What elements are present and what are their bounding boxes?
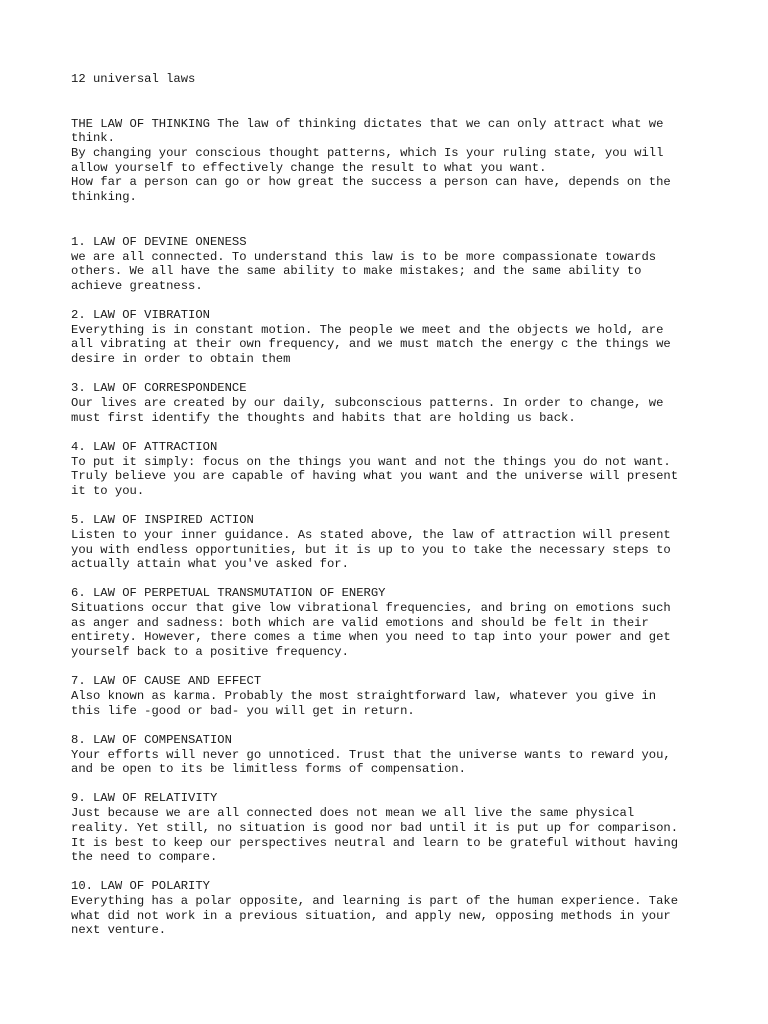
law-section [71, 674, 721, 718]
laws-list [71, 235, 721, 938]
law-body-line: Our lives are created by our daily, subconscious patterns. In order to change, we [71, 396, 664, 410]
law-body-line: entirety. However, there comes a time when you need to tap into your power and get [71, 630, 671, 645]
law-body-line: actually attain what you've asked for. [71, 557, 349, 572]
law-section [71, 586, 721, 659]
law-body-line: To put it simply: focus on the things you want and not the things you do not want. [71, 454, 671, 469]
law-section [71, 513, 721, 572]
law-body-line: Listen to your inner guidance. As stated above, the law of attraction will present [71, 527, 671, 542]
document-title: 12 universal laws [71, 72, 196, 86]
intro-line: By changing your conscious thought patterns, which Is your ruling state, you will [71, 146, 664, 161]
law-body-line: yourself back to a positive frequency. [71, 645, 349, 660]
document-page [71, 72, 721, 953]
law-heading: 8. LAW OF COMPENSATION [71, 732, 232, 747]
law-body-line: It is best to keep our perspectives neutral and learn to be grateful without having [71, 835, 679, 850]
intro-line: think. [71, 131, 115, 146]
law-body-line: next venture. [71, 923, 167, 938]
law-body-line: what did not work in a previous situation, and apply new, opposing methods in your [71, 908, 671, 923]
law-body-line: and be open to its be limitless forms of compensation. [71, 762, 466, 777]
law-body-line: others. We all have the same ability to make mistakes; and the same ability to [71, 264, 642, 279]
law-heading: 10. LAW OF POLARITY [71, 879, 210, 894]
law-section [71, 235, 721, 294]
document-title-block [71, 72, 721, 87]
law-body-line: it to you. [71, 483, 145, 498]
law-heading: 3. LAW OF CORRESPONDENCE [71, 381, 247, 396]
law-section [71, 440, 721, 499]
law-body-line: Everything has a polar opposite, and learning is part of the human experience. Take [71, 894, 679, 909]
law-body-line: Just because we are all connected does not mean we all live the same physical [71, 806, 635, 821]
law-heading: 9. LAW OF RELATIVITY [71, 791, 218, 806]
law-body-line: Your efforts will never go unnoticed. Trust that the universe wants to reward you, [71, 747, 671, 762]
law-section [71, 308, 721, 367]
law-heading: 4. LAW OF ATTRACTION [71, 439, 218, 454]
law-body-line: all vibrating at their own frequency, and we must match the energy c the things we [71, 337, 671, 352]
law-body-line: Also known as karma. Probably the most straightforward law, whatever you give in [71, 689, 657, 703]
intro-line: thinking. [71, 190, 137, 205]
law-body-line: this life -good or bad- you will get in return. [71, 703, 415, 718]
law-body-line: you with endless opportunities, but it is up to you to take the necessary steps to [71, 542, 671, 557]
law-section [71, 791, 721, 864]
law-body-line: must first identify the thoughts and habits that are holding us back. [71, 410, 576, 425]
intro-section [71, 117, 721, 205]
law-body-line: we are all connected. To understand this law is to be more compassionate towards [71, 249, 657, 264]
law-section [71, 879, 721, 938]
law-body-line: achieve greatness. [71, 278, 203, 293]
intro-line: How far a person can go or how great the success a person can have, depends on the [71, 175, 671, 190]
law-body-line: desire in order to obtain them [71, 352, 291, 367]
law-body-line: Truly believe you are capable of having what you want and the universe will present [71, 469, 679, 484]
law-heading: 1. LAW OF DEVINE ONENESS [71, 234, 247, 249]
law-heading: 7. LAW OF CAUSE AND EFFECT [71, 674, 262, 689]
law-body-line: Situations occur that give low vibrational frequencies, and bring on emotions such [71, 601, 671, 616]
law-section [71, 733, 721, 777]
intro-line: THE LAW OF THINKING The law of thinking dictates that we can only attract what we [71, 116, 664, 131]
law-heading: 5. LAW OF INSPIRED ACTION [71, 513, 254, 528]
intro-line: allow yourself to effectively change the result to what you want. [71, 160, 547, 175]
law-body-line: the need to compare. [71, 850, 218, 865]
law-body-line: as anger and sadness: both which are valid emotions and should be felt in their [71, 615, 649, 630]
law-heading: 6. LAW OF PERPETUAL TRANSMUTATION OF ENERGY [71, 586, 386, 601]
law-heading: 2. LAW OF VIBRATION [71, 308, 210, 323]
law-body-line: Everything is in constant motion. The people we meet and the objects we hold, are [71, 322, 664, 337]
law-body-line: reality. Yet still, no situation is good nor bad until it is put up for comparison. [71, 820, 679, 835]
law-section [71, 381, 721, 425]
